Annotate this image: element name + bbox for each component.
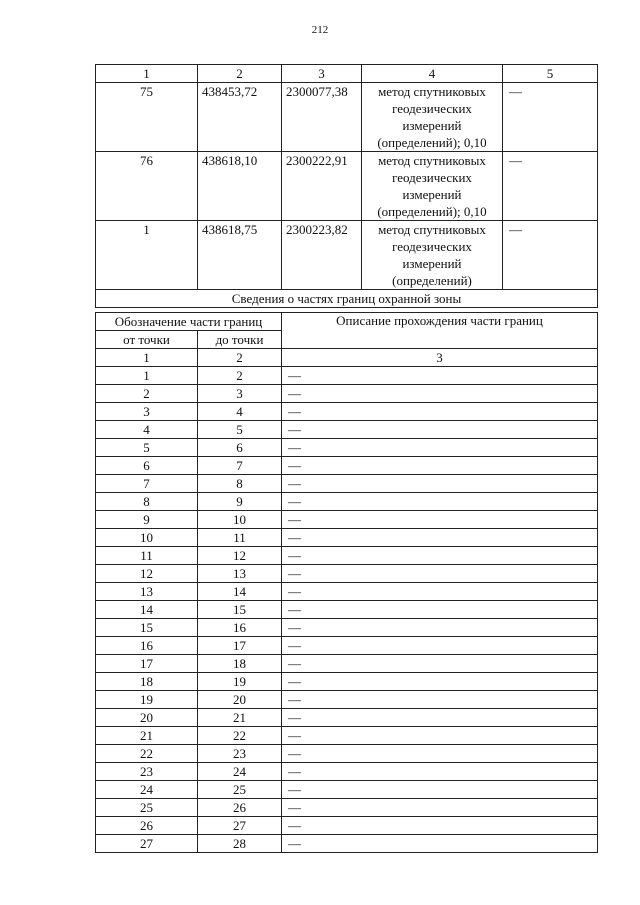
table-row bbox=[96, 367, 598, 385]
coordinate-y: 2300222,91 bbox=[282, 152, 362, 221]
coordinate-x: 438453,72 bbox=[198, 83, 282, 152]
table-row bbox=[96, 221, 598, 290]
to-point-cell: 3 bbox=[198, 385, 282, 403]
table-row bbox=[96, 475, 598, 493]
column-header: 1 bbox=[96, 65, 198, 83]
description-cell: — bbox=[282, 727, 598, 745]
description-cell: — bbox=[282, 619, 598, 637]
description-cell: — bbox=[282, 493, 598, 511]
from-point-cell: 20 bbox=[96, 709, 198, 727]
coordinate-x: 438618,10 bbox=[198, 152, 282, 221]
description-cell: — bbox=[282, 781, 598, 799]
description-cell: — bbox=[282, 601, 598, 619]
column-number: 3 bbox=[282, 349, 598, 367]
table-row bbox=[96, 83, 598, 152]
to-point-cell: 22 bbox=[198, 727, 282, 745]
table-row bbox=[96, 421, 598, 439]
description-cell: — bbox=[282, 565, 598, 583]
description-cell: — bbox=[282, 637, 598, 655]
column-header: 2 bbox=[198, 65, 282, 83]
from-point-cell: 10 bbox=[96, 529, 198, 547]
table-row bbox=[96, 152, 598, 221]
from-point-cell: 27 bbox=[96, 835, 198, 853]
description-cell: — bbox=[282, 799, 598, 817]
description-header: Описание прохождения части границ bbox=[282, 313, 598, 349]
to-point-header: до точки bbox=[198, 331, 282, 349]
from-point-cell: 4 bbox=[96, 421, 198, 439]
from-point-cell: 25 bbox=[96, 799, 198, 817]
table-row bbox=[96, 583, 598, 601]
from-point-header: от точки bbox=[96, 331, 198, 349]
description-cell: — bbox=[282, 583, 598, 601]
from-point-cell: 12 bbox=[96, 565, 198, 583]
table-row bbox=[96, 763, 598, 781]
to-point-cell: 28 bbox=[198, 835, 282, 853]
table-row bbox=[96, 835, 598, 853]
to-point-cell: 19 bbox=[198, 673, 282, 691]
from-point-cell: 5 bbox=[96, 439, 198, 457]
table-row bbox=[96, 529, 598, 547]
to-point-cell: 26 bbox=[198, 799, 282, 817]
column-number: 2 bbox=[198, 349, 282, 367]
table-row bbox=[96, 403, 598, 421]
to-point-cell: 11 bbox=[198, 529, 282, 547]
note-cell: — bbox=[503, 83, 598, 152]
description-cell: — bbox=[282, 763, 598, 781]
description-cell: — bbox=[282, 421, 598, 439]
method-description: метод спутниковых геодезических измерений (определений); 0,10 bbox=[362, 152, 503, 221]
to-point-cell: 6 bbox=[198, 439, 282, 457]
to-point-cell: 7 bbox=[198, 457, 282, 475]
from-point-cell: 19 bbox=[96, 691, 198, 709]
from-point-cell: 24 bbox=[96, 781, 198, 799]
from-point-cell: 9 bbox=[96, 511, 198, 529]
point-number: 75 bbox=[96, 83, 198, 152]
from-point-cell: 8 bbox=[96, 493, 198, 511]
to-point-cell: 15 bbox=[198, 601, 282, 619]
table-row bbox=[96, 565, 598, 583]
coordinate-y: 2300223,82 bbox=[282, 221, 362, 290]
description-cell: — bbox=[282, 835, 598, 853]
table-row bbox=[96, 457, 598, 475]
from-point-cell: 11 bbox=[96, 547, 198, 565]
note-cell: — bbox=[503, 221, 598, 290]
to-point-cell: 4 bbox=[198, 403, 282, 421]
table-row bbox=[96, 673, 598, 691]
method-description: метод спутниковых геодезических измерений (определений); 0,10 bbox=[362, 83, 503, 152]
description-cell: — bbox=[282, 529, 598, 547]
table-row bbox=[96, 745, 598, 763]
boundary-parts-table bbox=[95, 312, 598, 853]
description-cell: — bbox=[282, 475, 598, 493]
from-point-cell: 15 bbox=[96, 619, 198, 637]
from-point-cell: 7 bbox=[96, 475, 198, 493]
coordinate-y: 2300077,38 bbox=[282, 83, 362, 152]
table-row bbox=[96, 619, 598, 637]
table-row bbox=[96, 385, 598, 403]
from-point-cell: 26 bbox=[96, 817, 198, 835]
column-header: 3 bbox=[282, 65, 362, 83]
coordinates-table bbox=[95, 64, 598, 308]
to-point-cell: 5 bbox=[198, 421, 282, 439]
table-row bbox=[96, 511, 598, 529]
table-row bbox=[96, 691, 598, 709]
coordinates-header-row bbox=[96, 65, 598, 83]
from-point-cell: 6 bbox=[96, 457, 198, 475]
description-cell: — bbox=[282, 547, 598, 565]
column-header: 4 bbox=[362, 65, 503, 83]
designation-header-row bbox=[96, 313, 598, 331]
from-point-cell: 3 bbox=[96, 403, 198, 421]
from-point-cell: 22 bbox=[96, 745, 198, 763]
to-point-cell: 20 bbox=[198, 691, 282, 709]
to-point-cell: 8 bbox=[198, 475, 282, 493]
point-number: 1 bbox=[96, 221, 198, 290]
section-title: Сведения о частях границ охранной зоны bbox=[96, 290, 598, 308]
description-cell: — bbox=[282, 385, 598, 403]
description-cell: — bbox=[282, 655, 598, 673]
point-number: 76 bbox=[96, 152, 198, 221]
table-row bbox=[96, 547, 598, 565]
to-point-cell: 13 bbox=[198, 565, 282, 583]
to-point-cell: 14 bbox=[198, 583, 282, 601]
to-point-cell: 12 bbox=[198, 547, 282, 565]
table-row bbox=[96, 439, 598, 457]
from-point-cell: 17 bbox=[96, 655, 198, 673]
table-row bbox=[96, 781, 598, 799]
method-description: метод спутниковых геодезических измерений (определений) bbox=[362, 221, 503, 290]
to-point-cell: 23 bbox=[198, 745, 282, 763]
from-point-cell: 16 bbox=[96, 637, 198, 655]
to-point-cell: 25 bbox=[198, 781, 282, 799]
coordinate-x: 438618,75 bbox=[198, 221, 282, 290]
table-row bbox=[96, 655, 598, 673]
to-point-cell: 17 bbox=[198, 637, 282, 655]
designation-header: Обозначение части границ bbox=[96, 313, 282, 331]
to-point-cell: 18 bbox=[198, 655, 282, 673]
description-cell: — bbox=[282, 367, 598, 385]
description-cell: — bbox=[282, 709, 598, 727]
from-point-cell: 14 bbox=[96, 601, 198, 619]
description-cell: — bbox=[282, 511, 598, 529]
section-title-row bbox=[96, 290, 598, 308]
table-row bbox=[96, 817, 598, 835]
description-cell: — bbox=[282, 817, 598, 835]
description-cell: — bbox=[282, 745, 598, 763]
table-row bbox=[96, 709, 598, 727]
to-point-cell: 9 bbox=[198, 493, 282, 511]
to-point-cell: 10 bbox=[198, 511, 282, 529]
column-header: 5 bbox=[503, 65, 598, 83]
description-cell: — bbox=[282, 439, 598, 457]
to-point-cell: 2 bbox=[198, 367, 282, 385]
column-numbering-row bbox=[96, 349, 598, 367]
to-point-cell: 16 bbox=[198, 619, 282, 637]
description-cell: — bbox=[282, 457, 598, 475]
note-cell: — bbox=[503, 152, 598, 221]
from-point-cell: 2 bbox=[96, 385, 198, 403]
column-number: 1 bbox=[96, 349, 198, 367]
page-number: 212 bbox=[311, 24, 329, 36]
table-row bbox=[96, 637, 598, 655]
from-point-cell: 1 bbox=[96, 367, 198, 385]
from-point-cell: 13 bbox=[96, 583, 198, 601]
description-cell: — bbox=[282, 403, 598, 421]
description-cell: — bbox=[282, 691, 598, 709]
from-point-cell: 18 bbox=[96, 673, 198, 691]
from-point-cell: 21 bbox=[96, 727, 198, 745]
to-point-cell: 21 bbox=[198, 709, 282, 727]
from-point-cell: 23 bbox=[96, 763, 198, 781]
to-point-cell: 27 bbox=[198, 817, 282, 835]
table-row bbox=[96, 799, 598, 817]
table-row bbox=[96, 493, 598, 511]
to-point-cell: 24 bbox=[198, 763, 282, 781]
description-cell: — bbox=[282, 673, 598, 691]
table-row bbox=[96, 727, 598, 745]
table-row bbox=[96, 601, 598, 619]
